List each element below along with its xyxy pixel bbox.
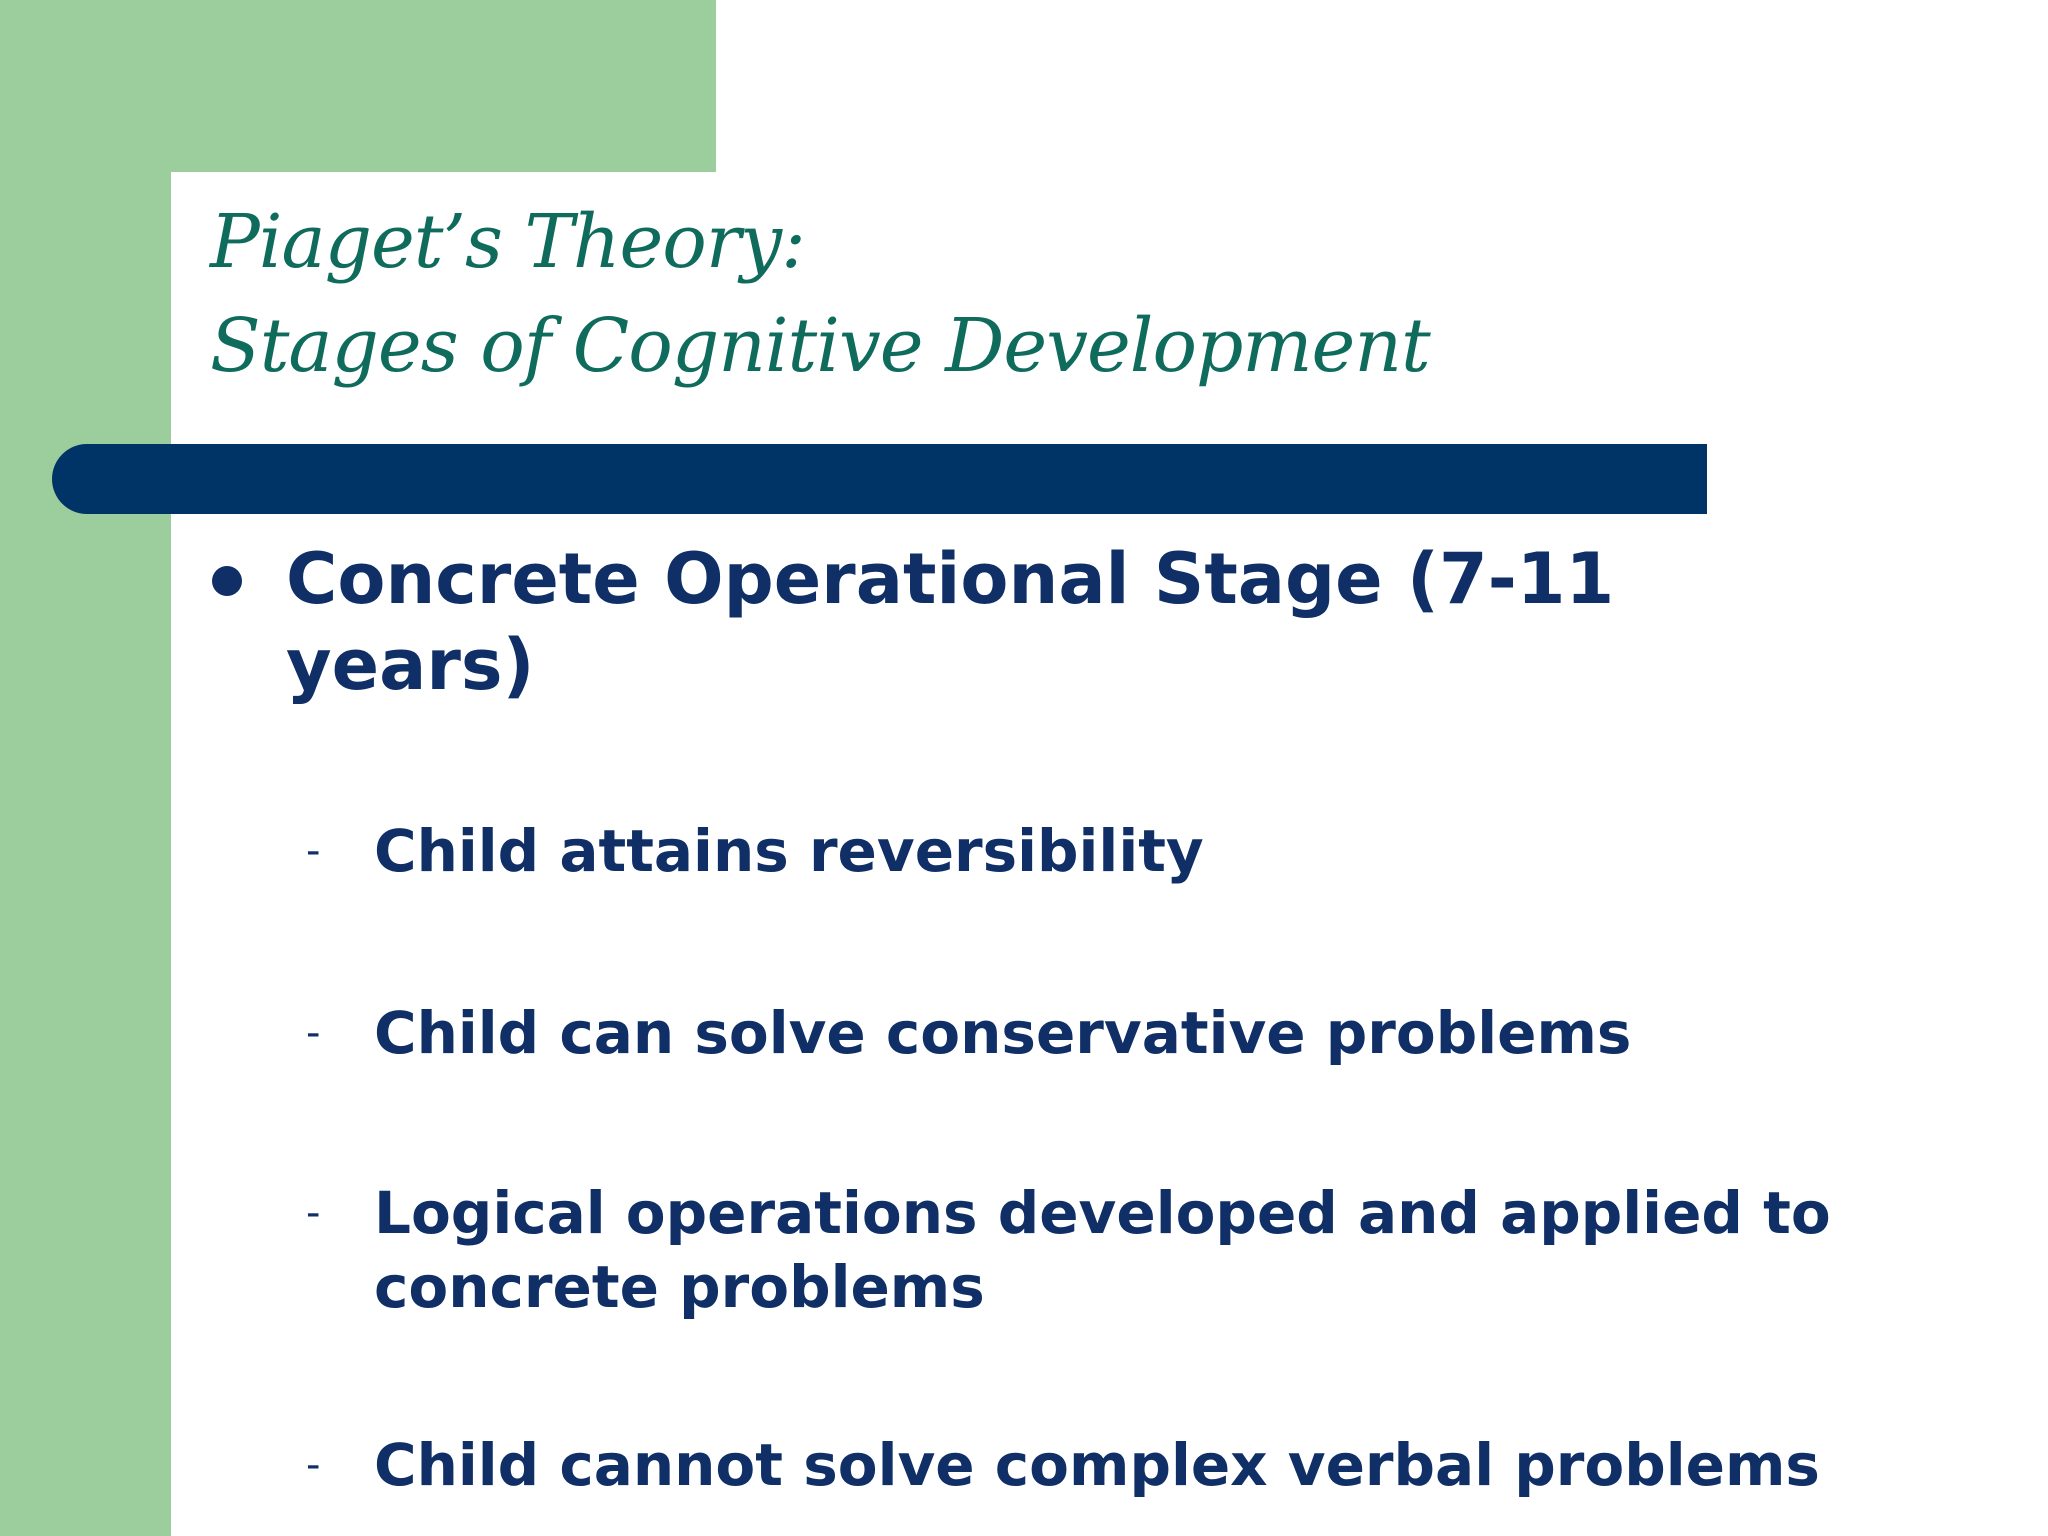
dash-marker-icon: - xyxy=(306,828,321,874)
dash-marker-icon: - xyxy=(306,1190,321,1236)
sub-bullet-text: Child cannot solve complex verbal problems xyxy=(374,1431,1820,1499)
sub-bullet-text: Logical operations developed and applied to concrete problems xyxy=(374,1179,1831,1321)
main-bullet-text: Concrete Operational Stage (7-11 years) xyxy=(286,538,1615,706)
title-line-1: Piaget’s Theory: xyxy=(210,199,805,285)
main-bullet-dot-icon xyxy=(212,566,242,596)
sub-bullet-text: Child can solve conservative problems xyxy=(374,999,1632,1067)
dash-marker-icon: - xyxy=(306,1010,321,1056)
dash-marker-icon: - xyxy=(306,1442,321,1488)
title-line-2: Stages of Cognitive Development xyxy=(210,303,1430,389)
sub-bullet-text: Child attains reversibility xyxy=(374,817,1204,885)
